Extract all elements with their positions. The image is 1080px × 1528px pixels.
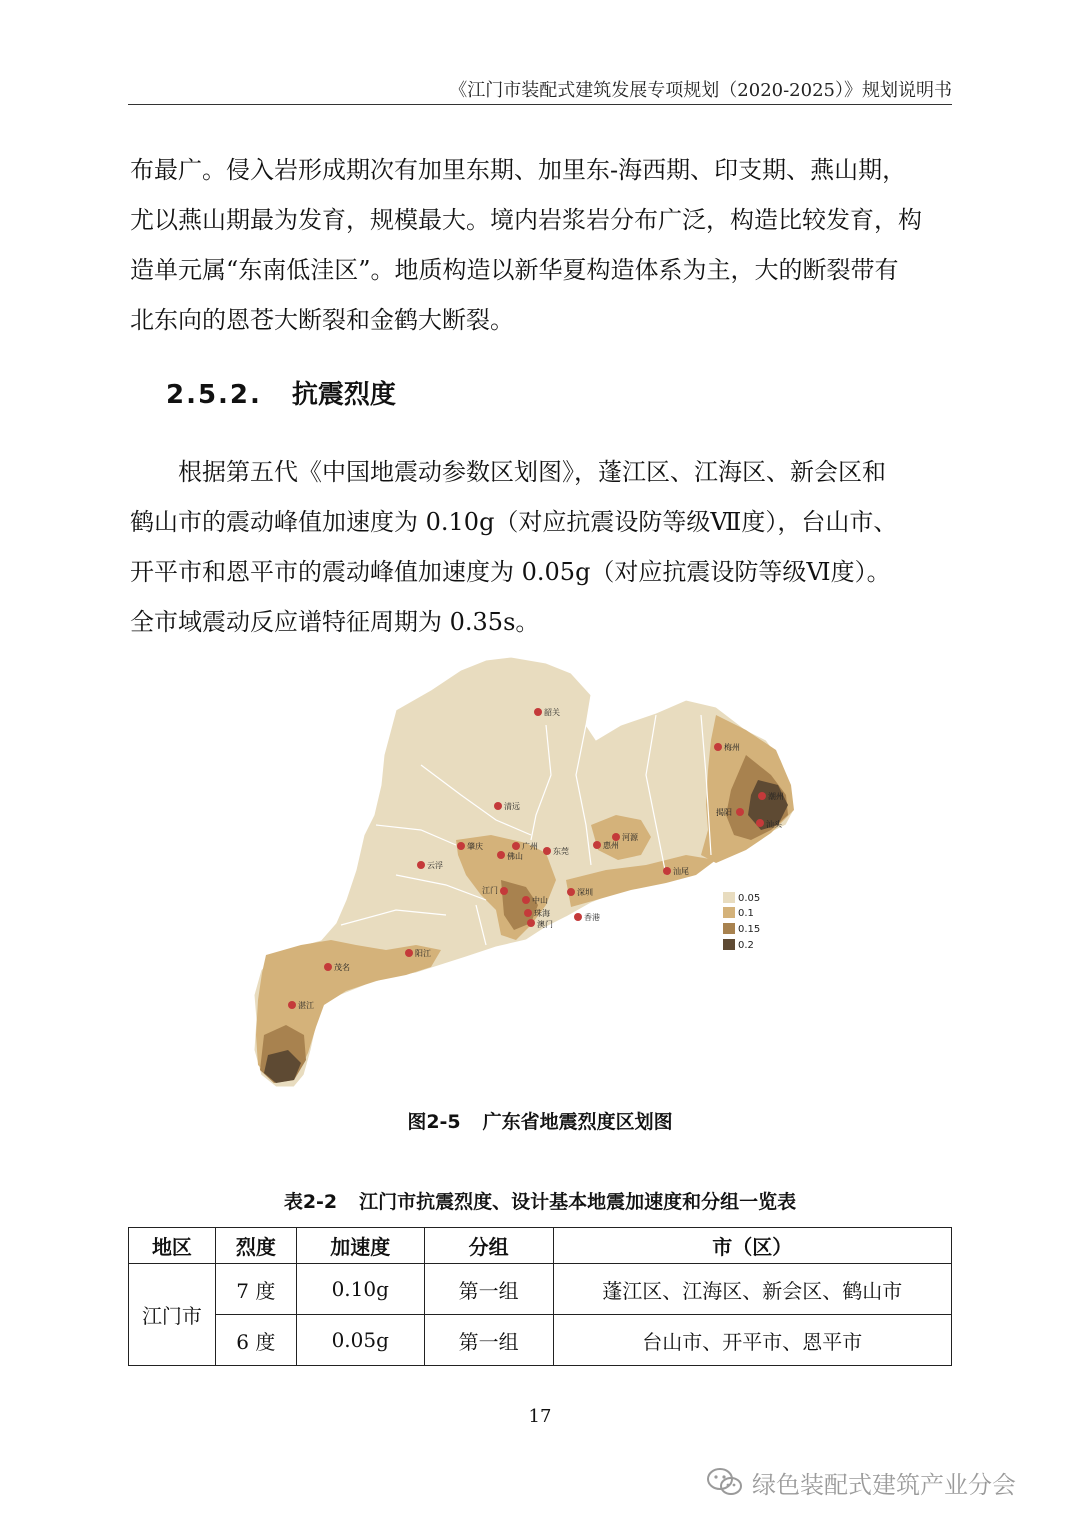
paragraph-geology [130, 145, 952, 345]
seismic-table [128, 1227, 952, 1366]
column-header: 地区 [129, 1228, 216, 1264]
section-title: 抗震烈度 [291, 380, 396, 410]
city-marker-maoming [324, 962, 350, 972]
paragraph-line: 鹤山市的震动峰值加速度为 0.10g（对应抗震设防等级Ⅶ度），台山市、 [130, 508, 898, 536]
city-label: 深圳 [577, 888, 593, 897]
acceleration-cell: 0.05g [296, 1315, 424, 1366]
city-label: 肇庆 [467, 842, 483, 851]
figure-caption [0, 1107, 1080, 1134]
city-label: 韶关 [544, 708, 560, 717]
city-marker-yunfu [417, 860, 443, 870]
city-label: 潮州 [768, 792, 784, 801]
paragraph-seismic [130, 447, 952, 647]
group-cell: 第一组 [424, 1264, 553, 1315]
legend-swatch-0-05 [723, 892, 735, 903]
legend-swatch-0-15 [723, 923, 735, 934]
map-legend [723, 892, 760, 951]
city-label: 汕头 [766, 820, 782, 829]
acceleration-cell: 0.10g [296, 1264, 424, 1315]
header-rule [128, 104, 952, 105]
city-marker-guangzhou [512, 841, 538, 851]
city-marker-zhanjiang [288, 1000, 314, 1010]
legend-label: 0.2 [738, 940, 754, 951]
legend-label: 0.1 [738, 908, 754, 919]
city-label: 河源 [622, 833, 638, 842]
column-header: 市（区） [553, 1228, 951, 1264]
paragraph-line: 开平市和恩平市的震动峰值加速度为 0.05g（对应抗震设防等级Ⅵ度）。 [130, 558, 891, 586]
column-header: 烈度 [215, 1228, 296, 1264]
city-label: 惠州 [603, 841, 619, 850]
watermark-text: 绿色装配式建筑产业分会 [752, 1470, 1016, 1499]
legend-label: 0.05 [738, 893, 761, 904]
city-label: 梅州 [724, 743, 740, 752]
city-label: 汕尾 [673, 867, 689, 876]
table-title: 江门市抗震烈度、设计基本地震加速度和分组一览表 [359, 1191, 797, 1213]
wechat-icon [706, 1467, 744, 1497]
paragraph-line: 根据第五代《中国地震动参数区划图》，蓬江区、江海区、新会区和 [130, 458, 886, 486]
city-label: 阳江 [415, 949, 431, 958]
city-label: 香港 [584, 913, 600, 922]
city-label: 东莞 [553, 847, 569, 856]
city-label: 佛山 [507, 852, 523, 861]
watermark [706, 1462, 1056, 1502]
paragraph-line: 造单元属“东南低洼区”。地质构造以新华夏构造体系为主，大的断裂带有 [130, 256, 899, 284]
city-label: 云浮 [427, 861, 443, 870]
city-label: 江门 [482, 886, 498, 895]
map-svg [246, 655, 806, 1095]
city-marker-hongkong [574, 912, 600, 922]
districts-cell: 蓬江区、江海区、新会区、鹤山市 [553, 1264, 951, 1315]
intensity-cell: 7 度 [215, 1264, 296, 1315]
city-marker-shaoguan [534, 707, 560, 717]
paragraph-line: 北东向的恩苍大断裂和金鹤大断裂。 [130, 306, 514, 334]
districts-cell: 台山市、开平市、恩平市 [553, 1315, 951, 1366]
group-cell: 第一组 [424, 1315, 553, 1366]
city-marker-dongguan [543, 846, 569, 856]
city-marker-zhongshan [522, 895, 548, 905]
table-caption [0, 1187, 1080, 1214]
city-label: 广州 [522, 842, 538, 851]
city-label: 澳门 [537, 920, 553, 929]
column-header: 加速度 [296, 1228, 424, 1264]
city-marker-qingyuan [494, 801, 520, 811]
legend-swatch-0-1 [723, 907, 735, 918]
city-marker-meizhou [714, 742, 740, 752]
figure-title: 广东省地震烈度区划图 [482, 1111, 673, 1133]
region-cell: 江门市 [129, 1264, 216, 1366]
city-label: 茂名 [334, 963, 350, 972]
paragraph-line: 全市域震动反应谱特征周期为 0.35s。 [130, 608, 540, 636]
column-header: 分组 [424, 1228, 553, 1264]
city-marker-shenzhen [567, 887, 593, 897]
city-marker-yangjiang [405, 949, 431, 958]
table-number: 表2-2 [283, 1191, 338, 1213]
paragraph-line: 布最广。侵入岩形成期次有加里东期、加里东-海西期、印支期、燕山期， [130, 156, 907, 184]
city-label: 中山 [532, 896, 548, 905]
legend-swatch-0-2 [723, 939, 735, 950]
running-header-title: 《江门市装配式建筑发展专项规划（2020-2025）》规划说明书 [449, 80, 952, 101]
intensity-cell: 6 度 [215, 1315, 296, 1366]
table-row [129, 1264, 952, 1315]
section-number: 2.5.2. [166, 380, 262, 410]
table-row [129, 1315, 952, 1366]
city-label: 揭阳 [716, 808, 732, 817]
seismic-zoning-map [246, 655, 806, 1095]
city-marker-huizhou [593, 840, 619, 850]
city-marker-shanwei [663, 866, 689, 876]
city-marker-zhuhai [524, 908, 550, 918]
page-number: 17 [528, 1406, 552, 1427]
table-header-row [129, 1228, 952, 1264]
city-label: 湛江 [298, 1001, 314, 1010]
city-label: 珠海 [534, 909, 550, 918]
figure-number: 图2-5 [407, 1111, 461, 1133]
city-marker-chaozhou [758, 791, 784, 801]
paragraph-line: 尤以燕山期最为发育，规模最大。境内岩浆岩分布广泛，构造比较发育，构 [130, 206, 922, 234]
city-marker-jieyang [716, 807, 744, 817]
city-marker-zhaoqing [457, 841, 483, 851]
legend-label: 0.15 [738, 924, 761, 935]
section-heading [166, 374, 396, 411]
city-label: 清远 [504, 802, 520, 811]
